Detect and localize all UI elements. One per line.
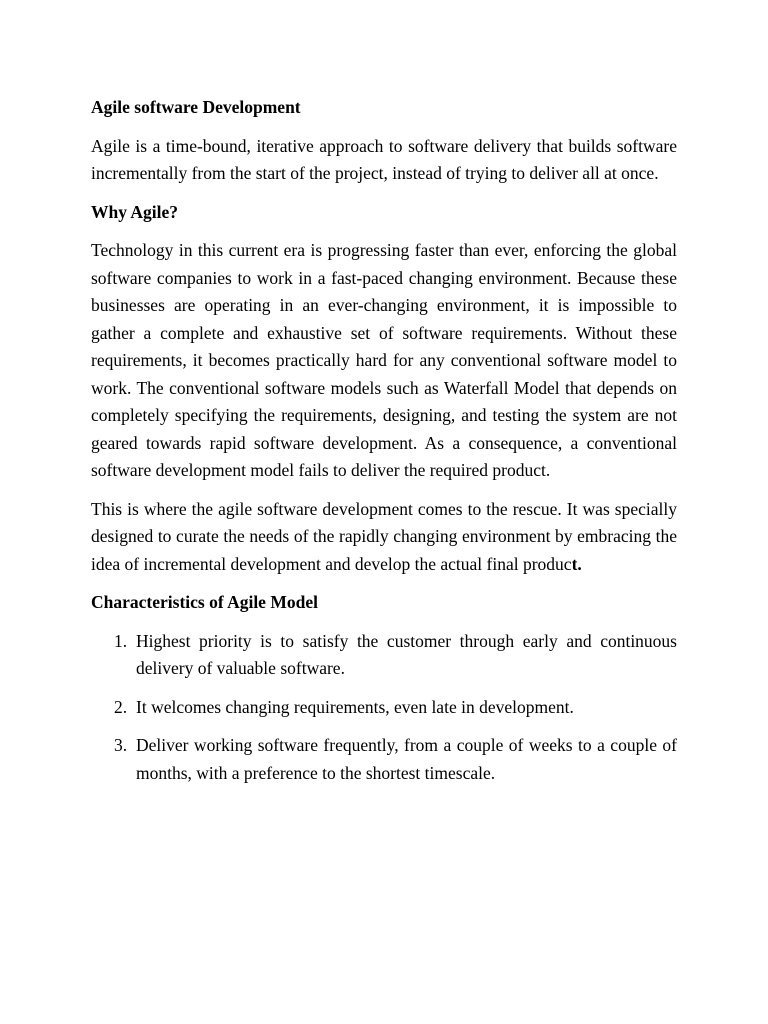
list-item-text: It welcomes changing requirements, even late in development. [136, 696, 574, 717]
rescue-paragraph-text: This is where the agile software development comes to the rescue. It was specially designed to curate the needs of the rapidly changing environment by embracing the idea of incremental development and develop the actual final produc [91, 498, 677, 574]
list-item-number: 1. [114, 630, 128, 651]
why-agile-paragraph: Technology in this current era is progressing faster than ever, enforcing the global software companies to work in a fast-paced changing environment. Because these businesses are operating in an ever-changing environment, it is impossible to gather a complete and exhaustive set of software requirements. Without these requirements, it becomes practically hard for any conventional software model to work. The conventional software models such as Waterfall Model that depends on completely specifying the requirements, designing, and testing the system are not geared towards rapid software development. As a consequence, a conventional software development model fails to deliver the required product. [91, 240, 677, 480]
characteristics-heading: Characteristics of Agile Model [91, 592, 318, 612]
intro-paragraph: Agile is a time-bound, iterative approach to software delivery that builds software incrementally from the start of the project, instead of trying to deliver all at once. [91, 135, 677, 183]
list-item [91, 694, 677, 722]
rescue-paragraph-tail: t. [571, 553, 582, 574]
list-item-text: Deliver working software frequently, from a couple of weeks to a couple of months, with a preference to the shortest timescale. [136, 735, 677, 783]
why-agile-heading: Why Agile? [91, 201, 179, 222]
list-item [91, 732, 677, 787]
list-item-text: Highest priority is to satisfy the customer through early and continuous delivery of valuable software. [136, 630, 677, 678]
rescue-paragraph [91, 496, 677, 579]
list-item-number: 2. [114, 696, 128, 717]
document-title: Agile software Development [91, 97, 301, 117]
characteristics-list [91, 628, 677, 788]
list-item [91, 628, 677, 683]
list-item-number: 3. [114, 735, 128, 755]
document-page [91, 94, 677, 798]
